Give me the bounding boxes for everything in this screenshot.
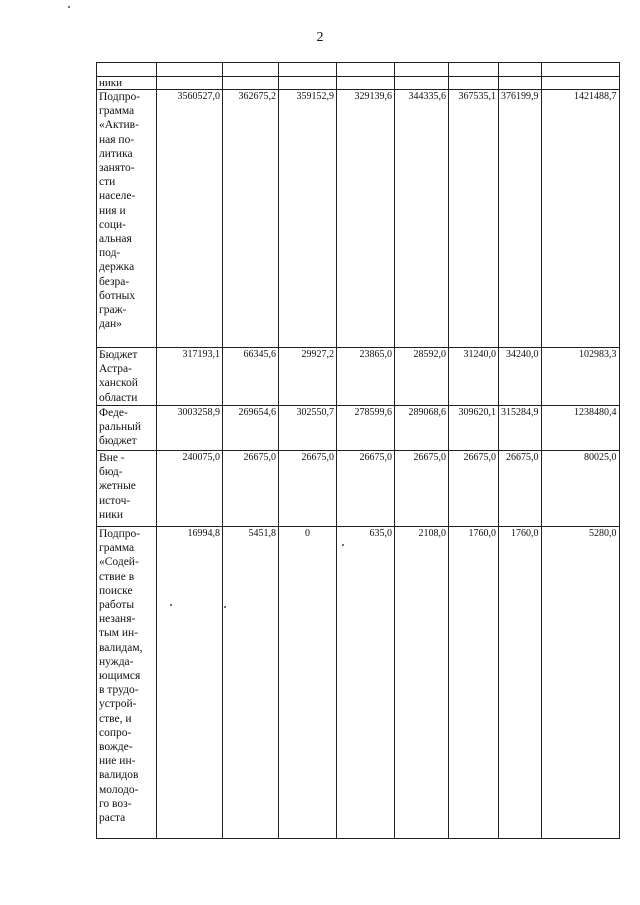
cell-value: 26675,0 xyxy=(449,451,499,527)
cell-value xyxy=(541,77,619,90)
cell-value: 289068,6 xyxy=(395,406,449,451)
cell-value: 80025,0 xyxy=(541,451,619,527)
table-row xyxy=(97,451,620,527)
cell-value: 34240,0 xyxy=(499,348,542,406)
cell-value: 26675,0 xyxy=(279,451,337,527)
scan-speck xyxy=(224,606,226,608)
cell-value xyxy=(449,77,499,90)
row-label: Феде- ральный бюджет xyxy=(97,406,157,451)
cell-value: 1421488,7 xyxy=(541,90,619,348)
budget-table xyxy=(96,62,620,839)
cell-value: 31240,0 xyxy=(449,348,499,406)
cell-value: 367535,1 xyxy=(449,90,499,348)
cell-value: 28592,0 xyxy=(395,348,449,406)
table-row xyxy=(97,63,620,77)
cell-value: 5451,8 xyxy=(223,527,279,839)
scan-speck xyxy=(342,544,344,546)
row-label: Вне - бюд- жетные источ- ники xyxy=(97,451,157,527)
cell-value: 269654,6 xyxy=(223,406,279,451)
cell-value xyxy=(499,77,542,90)
table-row xyxy=(97,90,620,348)
cell-value xyxy=(279,77,337,90)
cell-value: 1238480,4 xyxy=(541,406,619,451)
table-row xyxy=(97,348,620,406)
cell-value: 302550,7 xyxy=(279,406,337,451)
cell-value: 240075,0 xyxy=(157,451,223,527)
cell-value: 2108,0 xyxy=(395,527,449,839)
cell-value: 5280,0 xyxy=(541,527,619,839)
cell-value: 0 xyxy=(279,527,337,839)
cell-value: 16994,8 xyxy=(157,527,223,839)
table-row xyxy=(97,527,620,839)
cell-value: 29927,2 xyxy=(279,348,337,406)
cell-value: 102983,3 xyxy=(541,348,619,406)
cell-value: 26675,0 xyxy=(223,451,279,527)
row-label: Бюджет Астра- ханской области xyxy=(97,348,157,406)
cell-value: 315284,9 xyxy=(499,406,542,451)
cell-value: 344335,6 xyxy=(395,90,449,348)
cell-value: 278599,6 xyxy=(337,406,395,451)
row-label: ники xyxy=(97,77,157,90)
cell-value xyxy=(395,77,449,90)
cell-value: 635,0 xyxy=(337,527,395,839)
scan-speck xyxy=(68,6,70,8)
row-label: Подпро- грамма «Содей- ствие в поиске работы незаня- тым ин- валидам, нужда- ющимся в трудо- устрой- стве, и сопро- вожде- ние ин- валидов молодо- го воз- раста xyxy=(97,527,157,839)
cell-value: 376199,9 xyxy=(499,90,542,348)
row-label: Подпро- грамма «Актив- ная по- литика занято- сти населе- ния и соци- альная под- держка безра- ботных граж- дан» xyxy=(97,90,157,348)
table-row xyxy=(97,406,620,451)
cell-value: 362675,2 xyxy=(223,90,279,348)
cell-value: 3560527,0 xyxy=(157,90,223,348)
cell-value xyxy=(157,77,223,90)
scan-speck xyxy=(170,604,172,606)
cell-value: 26675,0 xyxy=(337,451,395,527)
cell-value xyxy=(337,77,395,90)
page-number: 2 xyxy=(316,30,324,45)
cell-value: 26675,0 xyxy=(395,451,449,527)
cell-value: 3003258,9 xyxy=(157,406,223,451)
cell-value: 1760,0 xyxy=(499,527,542,839)
cell-value: 26675,0 xyxy=(499,451,542,527)
cell-value: 309620,1 xyxy=(449,406,499,451)
cell-value: 359152,9 xyxy=(279,90,337,348)
cell-value: 329139,6 xyxy=(337,90,395,348)
cell-value xyxy=(223,77,279,90)
cell-value: 23865,0 xyxy=(337,348,395,406)
cell-value: 1760,0 xyxy=(449,527,499,839)
cell-value: 317193,1 xyxy=(157,348,223,406)
cell-value: 66345,6 xyxy=(223,348,279,406)
table-row xyxy=(97,77,620,90)
